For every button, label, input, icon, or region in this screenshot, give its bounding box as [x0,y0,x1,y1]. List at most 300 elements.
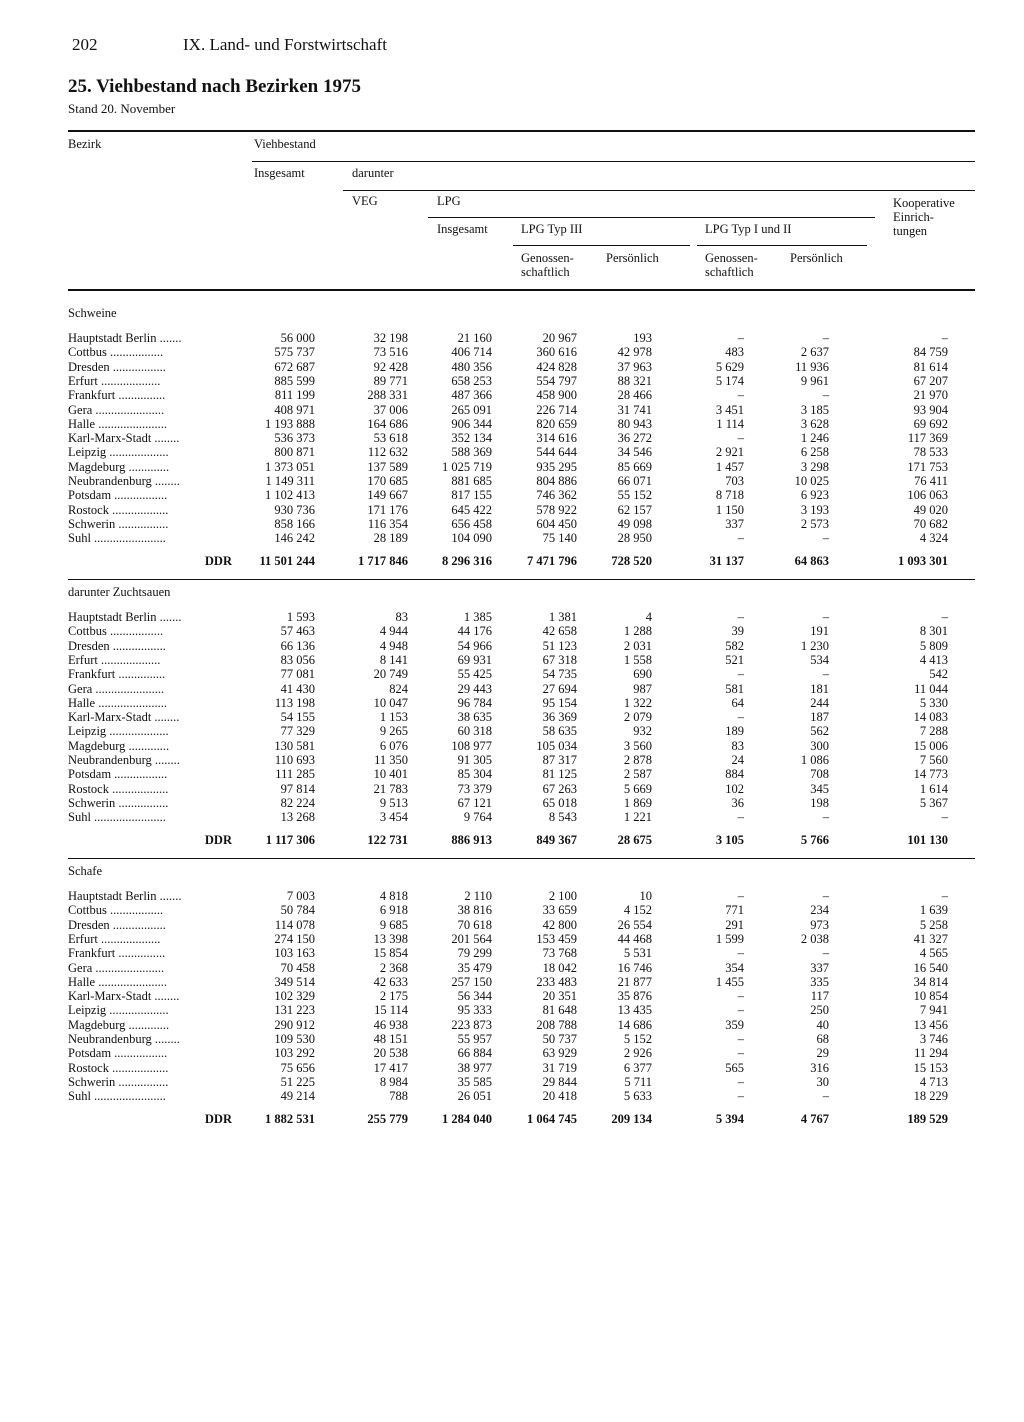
cell-typ3-genossenschaftlich: 208 788 [536,1017,577,1032]
cell-typ3-persoenlich: 4 [645,610,652,624]
cell-insgesamt: 274 150 [274,931,315,946]
cell-veg: 4 948 [379,638,408,653]
cell-typ12-persoenlich: 534 [810,652,829,667]
cell-lpg-insgesamt: 95 333 [457,1003,492,1018]
bezirk-name: Cottbus ................. [68,903,164,918]
cell-insgesamt: 77 329 [280,724,315,739]
cell-typ3-genossenschaftlich: 33 659 [542,903,577,918]
cell-veg: 42 633 [373,974,408,989]
cell-veg: 6 076 [379,738,408,753]
cell-typ12-genossenschaftlich: 1 457 [715,459,744,474]
header-viehbestand: Viehbestand [254,137,316,151]
cell-typ12-genossenschaftlich: 291 [725,917,744,932]
cell-kooperative: 3 746 [919,1032,948,1046]
header-insgesamt: Insgesamt [254,166,305,180]
cell-kooperative: 1 614 [919,781,948,796]
cell-kooperative: – [941,331,948,345]
cell-typ3-persoenlich: 28 950 [617,531,652,546]
cell-veg: 83 [395,610,408,624]
cell-lpg-insgesamt: 487 366 [451,388,492,403]
cell-insgesamt: 290 912 [274,1017,315,1032]
cell-typ12-persoenlich: 181 [810,681,829,696]
cell-typ12-genossenschaftlich: – [737,531,744,546]
cell-veg: 2 368 [379,960,408,975]
total-typ12-genossenschaftlich: 31 137 [709,553,744,568]
cell-lpg-insgesamt: 817 155 [451,488,492,503]
cell-typ3-persoenlich: 1 221 [623,810,652,825]
cell-lpg-insgesamt: 906 344 [451,416,492,431]
cell-kooperative: 69 692 [913,416,948,431]
cell-typ3-persoenlich: 5 531 [623,946,652,961]
cell-typ3-persoenlich: 4 152 [623,903,652,918]
header-darunter: darunter [352,166,394,180]
cell-typ3-persoenlich: 44 468 [617,931,652,946]
cell-typ12-genossenschaftlich: 771 [725,903,744,918]
total-typ3-genossenschaftlich: 7 471 796 [527,553,577,568]
cell-insgesamt: 83 056 [280,652,315,667]
bezirk-name: Frankfurt ............... [68,946,166,961]
cell-veg: 6 918 [379,903,408,918]
cell-typ3-genossenschaftlich: 746 362 [536,488,577,503]
section-divider [68,579,975,580]
cell-typ3-persoenlich: 932 [633,724,652,739]
cell-insgesamt: 146 242 [274,531,315,546]
section-divider [68,858,975,859]
cell-kooperative: 10 854 [913,989,948,1004]
cell-typ3-persoenlich: 35 876 [617,989,652,1004]
cell-veg: 112 632 [367,445,408,460]
cell-kooperative: 15 153 [913,1060,948,1075]
cell-kooperative: 11 294 [914,1046,948,1061]
cell-typ12-genossenschaftlich: 1 150 [715,502,744,517]
cell-insgesamt: 75 656 [280,1060,315,1075]
section-title-zuchtsauen: darunter Zuchtsauen [68,585,171,599]
cell-typ3-persoenlich: 2 878 [623,753,652,767]
cell-insgesamt: 54 155 [280,710,315,725]
cell-typ12-persoenlich: 708 [810,767,829,782]
cell-typ3-persoenlich: 2 031 [623,638,652,653]
cell-typ12-persoenlich: 10 025 [794,474,829,488]
cell-veg: 9 265 [379,724,408,739]
cell-typ3-genossenschaftlich: 81 648 [542,1003,577,1018]
table-subtitle: Stand 20. November [68,101,176,116]
total-insgesamt: 1 882 531 [265,1111,315,1126]
cell-typ3-persoenlich: 34 546 [617,445,652,460]
cell-kooperative: 21 970 [913,388,948,403]
cell-kooperative: 84 759 [913,345,948,360]
cell-veg: 92 428 [373,359,408,374]
cell-kooperative: – [941,889,948,903]
cell-veg: 1 153 [379,710,408,725]
cell-typ12-persoenlich: 6 923 [800,488,829,503]
cell-typ12-persoenlich: 40 [816,1017,829,1032]
cell-typ12-persoenlich: 337 [810,960,829,975]
cell-typ3-persoenlich: 55 152 [617,488,652,503]
cell-veg: 20 538 [373,1046,408,1061]
cell-typ3-persoenlich: 5 633 [623,1089,652,1104]
cell-veg: 15 854 [373,946,408,961]
cell-kooperative: 70 682 [913,516,948,531]
bezirk-name: Cottbus ................. [68,624,164,639]
bezirk-name: Potsdam ................. [68,488,168,503]
cell-typ12-genossenschaftlich: – [737,710,744,725]
cell-lpg-insgesamt: 38 977 [457,1060,492,1075]
cell-typ3-persoenlich: 31 741 [617,402,652,417]
cell-insgesamt: 109 530 [274,1032,315,1046]
bezirk-name: Frankfurt ............... [68,388,166,403]
header-rule-viehbestand [252,161,975,162]
cell-typ3-genossenschaftlich: 18 042 [542,960,577,975]
cell-typ3-persoenlich: 1 558 [623,652,652,667]
cell-insgesamt: 41 430 [280,681,315,696]
cell-typ3-genossenschaftlich: 54 735 [542,667,577,682]
cell-typ3-genossenschaftlich: 604 450 [536,516,577,531]
cell-typ3-genossenschaftlich: 233 483 [536,974,577,989]
bezirk-name: Dresden ................. [68,359,166,374]
cell-insgesamt: 103 163 [274,946,315,961]
cell-veg: 20 749 [373,667,408,682]
total-lpg-insgesamt: 1 284 040 [442,1111,492,1126]
cell-typ12-genossenschaftlich: 483 [725,345,744,360]
header-top-rule [68,130,975,132]
cell-typ3-persoenlich: 13 435 [617,1003,652,1018]
cell-typ3-genossenschaftlich: 27 694 [542,681,577,696]
cell-veg: 164 686 [367,416,408,431]
cell-veg: 21 783 [373,781,408,796]
cell-typ12-persoenlich: 300 [810,738,829,753]
page-number: 202 [72,35,98,54]
cell-typ12-genossenschaftlich: 337 [725,516,744,531]
table-title: 25. Viehbestand nach Bezirken 1975 [68,76,361,97]
cell-kooperative: 11 044 [914,681,948,696]
cell-insgesamt: 102 329 [274,989,315,1004]
cell-typ3-genossenschaftlich: 42 658 [542,624,577,639]
total-typ3-persoenlich: 728 520 [611,553,652,568]
bezirk-name: Karl-Marx-Stadt ........ [68,710,180,725]
cell-typ3-persoenlich: 37 963 [617,359,652,374]
cell-typ12-persoenlich: 30 [816,1074,829,1089]
cell-typ3-genossenschaftlich: 63 929 [542,1046,577,1061]
cell-typ12-genossenschaftlich: 3 451 [715,402,744,417]
total-typ3-persoenlich: 209 134 [611,1111,652,1126]
cell-typ12-genossenschaftlich: – [737,331,744,345]
cell-insgesamt: 70 458 [280,960,315,975]
cell-typ3-persoenlich: 16 746 [617,960,652,975]
cell-insgesamt: 97 814 [280,781,315,796]
cell-veg: 171 176 [367,502,408,517]
cell-lpg-insgesamt: 55 425 [457,667,492,682]
header-persoenlich-b: Persönlich [790,251,843,265]
bezirk-name: Gera ...................... [68,960,165,975]
cell-insgesamt: 130 581 [274,738,315,753]
cell-typ12-persoenlich: 973 [810,917,829,932]
cell-typ12-persoenlich: 9 961 [800,373,829,388]
cell-typ12-persoenlich: – [822,810,829,825]
cell-insgesamt: 51 225 [280,1074,315,1089]
cell-typ12-persoenlich: 29 [816,1046,829,1061]
cell-typ3-genossenschaftlich: 8 543 [548,810,577,825]
cell-typ12-persoenlich: 234 [810,903,829,918]
cell-lpg-insgesamt: 881 685 [451,474,492,488]
header-genossen-1: Genossen- [521,251,574,265]
cell-kooperative: 117 369 [907,431,948,446]
cell-typ3-genossenschaftlich: 935 295 [536,459,577,474]
cell-veg: 4 818 [379,889,408,903]
cell-typ12-persoenlich: 3 628 [800,416,829,431]
cell-lpg-insgesamt: 104 090 [451,531,492,546]
bezirk-name: Rostock .................. [68,502,169,517]
cell-lpg-insgesamt: 21 160 [457,331,492,345]
cell-typ12-persoenlich: – [822,388,829,403]
cell-typ3-genossenschaftlich: 554 797 [536,373,577,388]
cell-veg: 288 331 [367,388,408,403]
cell-typ3-persoenlich: 5 669 [623,781,652,796]
cell-lpg-insgesamt: 69 931 [457,652,492,667]
cell-typ12-genossenschaftlich: 359 [725,1017,744,1032]
header-rule-typ12 [697,245,867,246]
bezirk-name: Suhl ....................... [68,1089,166,1104]
cell-kooperative: 4 565 [919,946,948,961]
cell-veg: 137 589 [367,459,408,474]
cell-kooperative: 18 229 [913,1089,948,1104]
cell-typ3-genossenschaftlich: 578 922 [536,502,577,517]
cell-typ12-persoenlich: 11 936 [795,359,829,374]
cell-typ3-persoenlich: 5 152 [623,1032,652,1046]
section-title-schafe: Schafe [68,864,103,878]
cell-typ3-genossenschaftlich: 51 123 [542,638,577,653]
cell-typ12-persoenlich: 187 [810,710,829,725]
cell-typ12-persoenlich: 1 246 [800,431,829,446]
bezirk-name: Neubrandenburg ........ [68,1032,180,1046]
header-lpg: LPG [437,194,461,208]
cell-lpg-insgesamt: 2 110 [464,889,492,903]
cell-typ12-persoenlich: – [822,610,829,624]
cell-kooperative: 78 533 [913,445,948,460]
bezirk-name: Leipzig ................... [68,724,169,739]
cell-veg: 824 [389,681,408,696]
header-kooperative-2: Einrich- [893,210,934,224]
cell-typ12-persoenlich: – [822,331,829,345]
total-typ3-genossenschaftlich: 1 064 745 [527,1111,577,1126]
cell-lpg-insgesamt: 96 784 [457,695,492,710]
cell-lpg-insgesamt: 656 458 [451,516,492,531]
cell-typ12-persoenlich: 1 230 [800,638,829,653]
cell-lpg-insgesamt: 201 564 [451,931,492,946]
cell-lpg-insgesamt: 352 134 [451,431,492,446]
total-typ3-genossenschaftlich: 849 367 [536,832,577,847]
cell-typ3-genossenschaftlich: 20 351 [542,989,577,1004]
cell-typ12-persoenlich: 3 193 [800,502,829,517]
cell-typ3-genossenschaftlich: 36 369 [542,710,577,725]
total-typ12-genossenschaftlich: 3 105 [715,832,744,847]
cell-lpg-insgesamt: 658 253 [451,373,492,388]
total-veg: 122 731 [367,832,408,847]
cell-kooperative: 14 083 [913,710,948,725]
cell-typ12-genossenschaftlich: 565 [725,1060,744,1075]
cell-typ12-genossenschaftlich: – [737,989,744,1004]
cell-kooperative: 5 258 [919,917,948,932]
bezirk-name: Rostock .................. [68,1060,169,1075]
cell-typ3-persoenlich: 1 288 [623,624,652,639]
cell-lpg-insgesamt: 55 957 [457,1032,492,1046]
cell-typ12-persoenlich: – [822,531,829,546]
cell-kooperative: 93 904 [913,402,948,417]
cell-lpg-insgesamt: 35 479 [457,960,492,975]
header-bottom-rule [68,289,975,291]
cell-lpg-insgesamt: 108 977 [451,738,492,753]
cell-typ12-persoenlich: 244 [810,695,829,710]
cell-veg: 37 006 [373,402,408,417]
cell-lpg-insgesamt: 66 884 [457,1046,492,1061]
cell-typ3-persoenlich: 2 926 [623,1046,652,1061]
cell-typ12-genossenschaftlich: 5 174 [715,373,744,388]
cell-veg: 116 354 [367,516,408,531]
cell-typ12-persoenlich: 68 [816,1032,829,1046]
cell-typ3-genossenschaftlich: 20 967 [542,331,577,345]
cell-typ12-genossenschaftlich: 884 [725,767,744,782]
cell-typ12-persoenlich: – [822,667,829,682]
cell-typ12-persoenlich: 2 573 [800,516,829,531]
cell-typ3-persoenlich: 80 943 [617,416,652,431]
cell-typ3-genossenschaftlich: 314 616 [536,431,577,446]
cell-kooperative: 7 288 [919,724,948,739]
cell-typ3-genossenschaftlich: 31 719 [542,1060,577,1075]
total-insgesamt: 11 501 244 [259,553,315,568]
cell-typ12-genossenschaftlich: – [737,388,744,403]
bezirk-name: Halle ...................... [68,695,167,710]
cell-typ3-persoenlich: 5 711 [624,1074,652,1089]
cell-typ12-genossenschaftlich: 2 921 [715,445,744,460]
cell-insgesamt: 1 102 413 [265,488,315,503]
cell-typ12-persoenlich: 6 258 [800,445,829,460]
cell-typ12-persoenlich: 117 [810,989,829,1004]
cell-lpg-insgesamt: 70 618 [457,917,492,932]
cell-veg: 53 618 [373,431,408,446]
cell-veg: 170 685 [367,474,408,488]
cell-typ3-genossenschaftlich: 67 318 [542,652,577,667]
cell-typ12-genossenschaftlich: 102 [725,781,744,796]
cell-typ12-persoenlich: 198 [810,795,829,810]
cell-kooperative: 13 456 [913,1017,948,1032]
cell-lpg-insgesamt: 406 714 [451,345,492,360]
cell-typ12-persoenlich: – [822,1089,829,1104]
total-label: DDR [204,832,232,847]
cell-typ3-persoenlich: 1 869 [623,795,652,810]
cell-typ3-genossenschaftlich: 50 737 [542,1032,577,1046]
cell-insgesamt: 930 736 [274,502,315,517]
header-rule-darunter [343,190,975,191]
cell-insgesamt: 77 081 [280,667,315,682]
bezirk-name: Erfurt ................... [68,652,161,667]
cell-typ12-genossenschaftlich: 703 [725,474,744,488]
cell-typ3-genossenschaftlich: 2 100 [548,889,577,903]
cell-veg: 89 771 [373,373,408,388]
cell-typ3-genossenschaftlich: 75 140 [542,531,577,546]
bezirk-name: Hauptstadt Berlin ....... [68,889,182,903]
cell-typ3-persoenlich: 3 560 [623,738,652,753]
cell-typ12-persoenlich: 3 185 [800,402,829,417]
cell-lpg-insgesamt: 645 422 [451,502,492,517]
cell-typ3-genossenschaftlich: 1 381 [548,610,577,624]
cell-lpg-insgesamt: 1 025 719 [442,459,492,474]
cell-typ12-persoenlich: – [822,946,829,961]
cell-insgesamt: 110 693 [274,753,315,767]
cell-lpg-insgesamt: 257 150 [451,974,492,989]
cell-insgesamt: 885 599 [274,373,315,388]
cell-veg: 17 417 [373,1060,408,1075]
bezirk-name: Magdeburg ............. [68,1017,170,1032]
cell-typ3-genossenschaftlich: 360 616 [536,345,577,360]
cell-typ12-persoenlich: 316 [810,1060,829,1075]
cell-kooperative: 171 753 [907,459,948,474]
cell-insgesamt: 672 687 [274,359,315,374]
cell-veg: 48 151 [373,1032,408,1046]
total-insgesamt: 1 117 306 [265,832,315,847]
cell-typ3-genossenschaftlich: 58 635 [542,724,577,739]
header-kooperative-1: Kooperative [893,196,955,210]
cell-typ12-genossenschaftlich: 8 718 [715,488,744,503]
bezirk-name: Schwerin ................ [68,1074,169,1089]
cell-typ12-genossenschaftlich: 1 455 [715,974,744,989]
cell-veg: 10 047 [373,695,408,710]
cell-insgesamt: 66 136 [280,638,315,653]
cell-typ3-genossenschaftlich: 105 034 [536,738,577,753]
cell-kooperative: 1 639 [919,903,948,918]
cell-kooperative: 4 413 [919,652,948,667]
header-genossen-b2: schaftlich [705,265,754,279]
total-typ3-persoenlich: 28 675 [617,832,652,847]
cell-typ12-genossenschaftlich: – [737,810,744,825]
bezirk-name: Leipzig ................... [68,445,169,460]
cell-insgesamt: 800 871 [274,445,315,460]
cell-insgesamt: 13 268 [280,810,315,825]
cell-lpg-insgesamt: 44 176 [457,624,492,639]
cell-veg: 2 175 [379,989,408,1004]
cell-typ3-persoenlich: 193 [633,331,652,345]
cell-typ3-genossenschaftlich: 65 018 [542,795,577,810]
header-kooperative-3: tungen [893,224,928,238]
bezirk-name: Erfurt ................... [68,373,161,388]
cell-insgesamt: 7 003 [286,889,315,903]
cell-typ12-genossenschaftlich: 24 [731,753,744,767]
cell-kooperative: 5 367 [919,795,948,810]
bezirk-name: Neubrandenburg ........ [68,474,180,488]
cell-typ12-persoenlich: – [822,889,829,903]
cell-kooperative: 14 773 [913,767,948,782]
cell-lpg-insgesamt: 85 304 [457,767,492,782]
cell-kooperative: 34 814 [913,974,948,989]
cell-lpg-insgesamt: 1 385 [463,610,492,624]
cell-veg: 13 398 [373,931,408,946]
cell-typ3-persoenlich: 690 [633,667,652,682]
cell-kooperative: 7 941 [919,1003,948,1018]
cell-lpg-insgesamt: 56 344 [457,989,492,1004]
bezirk-name: Erfurt ................... [68,931,161,946]
chapter-title: IX. Land- und Forstwirtschaft [183,35,387,54]
bezirk-name: Suhl ....................... [68,531,166,546]
cell-veg: 4 944 [379,624,408,639]
bezirk-name: Hauptstadt Berlin ....... [68,331,182,345]
cell-typ12-genossenschaftlich: – [737,1089,744,1104]
cell-typ3-persoenlich: 28 466 [617,388,652,403]
header-bezirk: Bezirk [68,137,102,151]
bezirk-name: Cottbus ................. [68,345,164,360]
cell-typ3-genossenschaftlich: 458 900 [536,388,577,403]
cell-insgesamt: 113 198 [274,695,315,710]
header-lpg-insgesamt: Insgesamt [437,222,488,236]
bezirk-name: Rostock .................. [68,781,169,796]
total-veg: 1 717 846 [358,553,408,568]
